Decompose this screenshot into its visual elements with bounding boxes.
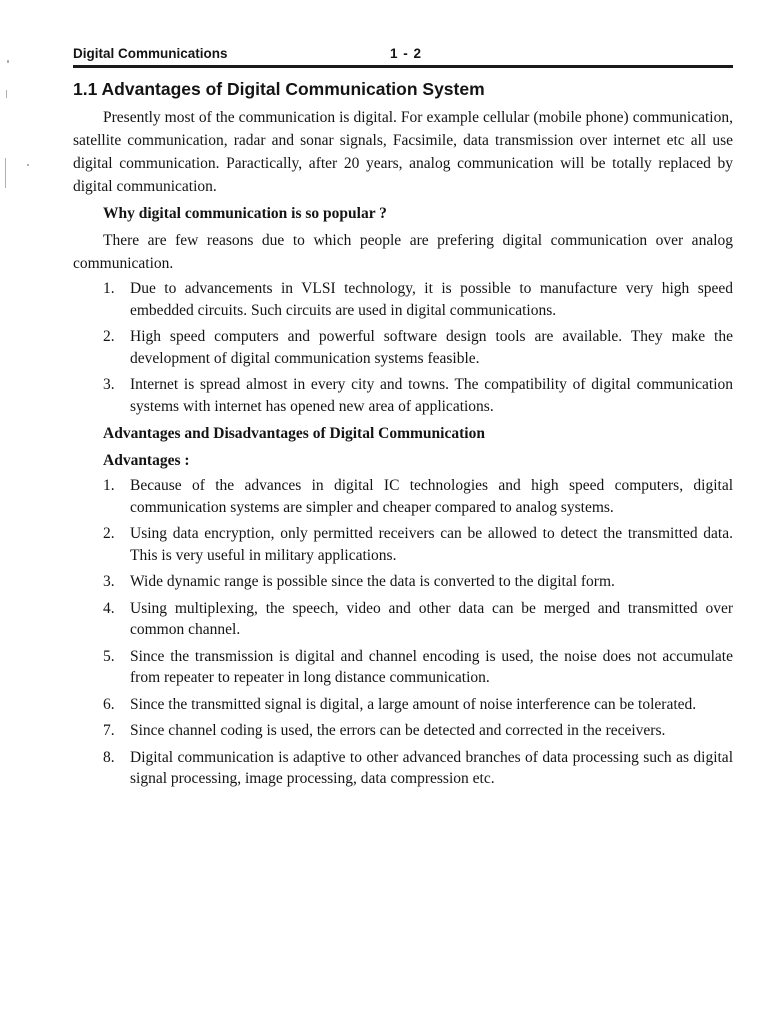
list-item — [73, 374, 733, 417]
running-header — [73, 44, 733, 64]
header-rule — [73, 65, 733, 68]
list-item — [73, 598, 733, 641]
scan-mark — [5, 158, 6, 188]
list-item — [73, 523, 733, 566]
item-text: Due to advancements in VLSI technology, it is possible to manufacture very high speed embedded circuits. Such circuits are used in digital communications. — [130, 280, 733, 319]
item-text: Wide dynamic range is possible since the data is converted to the digital form. — [130, 573, 615, 590]
list-item — [73, 475, 733, 518]
item-text: Using multiplexing, the speech, video and other data can be merged and transmitted over common channel. — [130, 599, 733, 638]
advantages-heading: Advantages : — [103, 452, 190, 469]
document-page — [73, 44, 733, 795]
item-number: 1. — [103, 477, 115, 494]
item-number: 2. — [103, 328, 115, 345]
item-text: Digital communication is adaptive to other advanced branches of data processing such as digital signal processing, image processing, data compression etc. — [130, 748, 733, 787]
item-text: Since the transmission is digital and channel encoding is used, the noise does not accumulate from repeater to repeater in long distance communication. — [130, 647, 733, 686]
list-item — [73, 720, 733, 742]
item-number: 5. — [103, 647, 115, 665]
book-title: Digital Communications — [73, 46, 228, 61]
item-number: 3. — [103, 573, 115, 590]
item-number: 8. — [103, 748, 115, 766]
adv-disadv-heading: Advantages and Disadvantages of Digital Communication — [103, 425, 485, 442]
section-title: 1.1 Advantages of Digital Communication System — [73, 79, 485, 99]
list-item — [73, 646, 733, 689]
why-heading: Why digital communication is so popular ? — [103, 205, 387, 222]
intro-paragraph: Presently most of the communication is digital. For example cellular (mobile phone) communication, satellite communication, radar and sonar signals, Facsimile, data transmission over internet etc all use digital communication. Paractically, after 20 years, analog communication will be totally replaced by digital communication. — [73, 109, 733, 195]
scan-mark — [7, 60, 9, 63]
item-number: 3. — [103, 376, 115, 393]
item-text: Since the transmitted signal is digital, a large amount of noise interference can be tolerated. — [130, 695, 697, 713]
item-text: Since channel coding is used, the errors can be detected and corrected in the receivers. — [130, 722, 666, 739]
item-number: 4. — [103, 599, 115, 617]
item-number: 2. — [103, 525, 115, 542]
item-text: Using data encryption, only permitted receivers can be allowed to detect the transmitted data. This is very useful in military applications. — [130, 525, 733, 564]
scan-mark — [6, 90, 7, 98]
list-item — [73, 747, 733, 790]
scan-mark — [27, 164, 29, 166]
advantages-list — [73, 475, 733, 790]
list-item — [73, 571, 733, 593]
page-number: 1 - 2 — [390, 46, 423, 61]
item-text: Internet is spread almost in every city and towns. The compatibility of digital communication systems with internet has opened new area of applications. — [130, 376, 733, 415]
item-number: 6. — [103, 695, 115, 713]
why-intro-paragraph: There are few reasons due to which people are prefering digital communication over analog communication. — [73, 232, 733, 272]
item-text: Because of the advances in digital IC technologies and high speed computers, digital communication systems are simpler and cheaper compared to analog systems. — [130, 477, 733, 516]
list-item — [73, 278, 733, 321]
item-text: High speed computers and powerful software design tools are available. They make the development of digital communication systems feasible. — [130, 328, 733, 367]
list-item — [73, 326, 733, 369]
item-number: 7. — [103, 722, 115, 739]
item-number: 1. — [103, 280, 115, 297]
reasons-list — [73, 278, 733, 417]
list-item — [73, 694, 733, 716]
